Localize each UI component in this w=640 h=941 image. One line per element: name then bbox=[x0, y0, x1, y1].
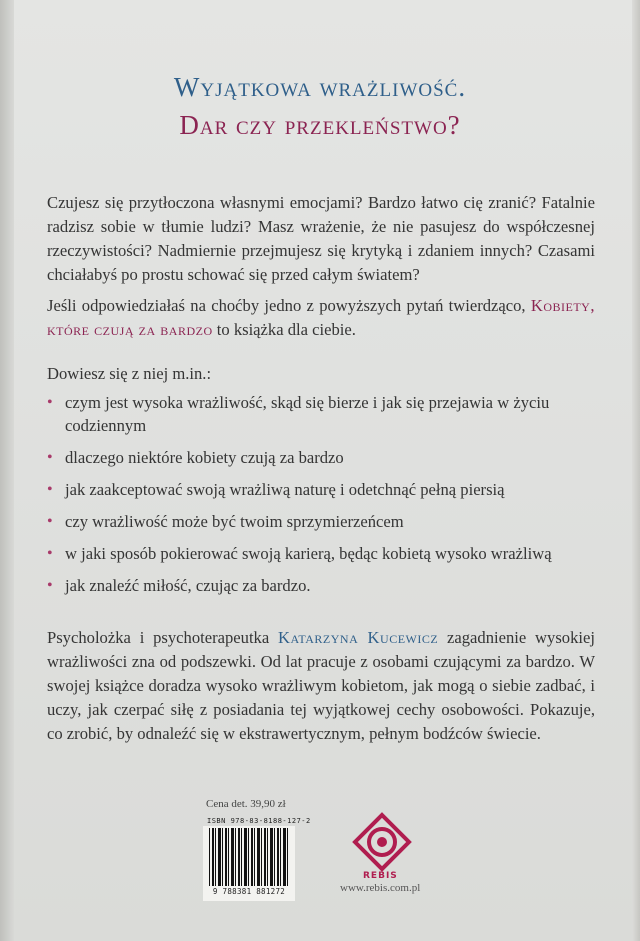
list-item bbox=[47, 478, 595, 501]
barcode bbox=[203, 826, 295, 901]
intro-answer-before: Jeśli odpowiedziałaś na choćby jedno z powyższych pytań twierdząco, bbox=[47, 296, 526, 315]
author-after: zagadnienie wysokiej wrażliwości zna od podszewki. Od lat pracuje z osobami czującymi za bardzo. W swojej książce doradza wysoko wrażliwym kobietom, jak mogą o siebie zadbać, i uczy, jak czerpać siłę z posiadania tej wyjątkowej cechy osobowości. Pokazuje, co zrobić, by odnaleźć się w ekstrawertycznym, pełnym bodźców świecie. bbox=[47, 628, 595, 743]
list-item-text: dlaczego niektóre kobiety czują za bardzo bbox=[65, 448, 344, 467]
list-item bbox=[47, 446, 595, 469]
intro-answer bbox=[47, 294, 595, 342]
author-before: Psycholożka i psychoterapeutka bbox=[47, 628, 270, 647]
list-item bbox=[47, 542, 595, 565]
intro-answer-after: to książka dla ciebie. bbox=[216, 320, 356, 339]
list-item bbox=[47, 510, 595, 533]
price-label: Cena det. 39,90 zł bbox=[206, 798, 286, 810]
list-item-text: w jaki sposób pokierować swoją karierą, będąc kobietą wysoko wrażliwą bbox=[65, 544, 552, 563]
author-name: Katarzyna Kucewicz bbox=[278, 628, 439, 647]
book-title-highlight: Kobiety, które czują za bardzo bbox=[47, 296, 595, 339]
list-item-text: czym jest wysoka wrażliwość, skąd się bierze i jak się przejawia w życiu codziennym bbox=[65, 393, 550, 435]
author-paragraph bbox=[47, 626, 595, 746]
publisher-logo-icon bbox=[352, 812, 412, 872]
list-item bbox=[47, 574, 595, 597]
list-item-text: jak zaakceptować swoją wrażliwą naturę i odetchnąć pełną piersią bbox=[65, 480, 505, 499]
topics-list bbox=[47, 391, 595, 606]
title-line-1: Wyjątkowa wrażliwość. bbox=[173, 72, 467, 102]
list-item-text: czy wrażliwość może być twoim sprzymierzeńcem bbox=[65, 512, 404, 531]
bullet-icon: • bbox=[47, 577, 53, 594]
isbn-label: ISBN 978-83-8188-127-2 bbox=[207, 817, 311, 825]
bullet-icon: • bbox=[47, 449, 53, 466]
list-item-text: jak znaleźć miłość, czując za bardzo. bbox=[65, 576, 311, 595]
publisher-url: www.rebis.com.pl bbox=[340, 882, 421, 894]
publisher-name: REBIS bbox=[363, 871, 398, 881]
cover-right-edge bbox=[632, 0, 640, 941]
bullet-icon: • bbox=[47, 545, 53, 562]
list-heading: Dowiesz się z niej m.in.: bbox=[47, 364, 212, 383]
list-item bbox=[47, 391, 595, 437]
barcode-bars bbox=[209, 828, 289, 886]
barcode-digits: 9 788381 881272 bbox=[212, 887, 286, 896]
title-line-2: Dar czy przekleństwo? bbox=[179, 110, 461, 140]
cover-left-edge bbox=[0, 0, 14, 941]
intro-questions: Czujesz się przytłoczona własnymi emocjami? Bardzo łatwo cię zranić? Fatalnie radzisz sobie w tłumie ludzi? Masz wrażenie, że nie pasujesz do współczesnej rzeczywistości? Nadmiernie przejmujesz się krytyką i zdaniem innych? Czasami chciałabyś po prostu schować się przed całym światem? bbox=[47, 193, 595, 284]
bullet-icon: • bbox=[47, 481, 53, 498]
bullet-icon: • bbox=[47, 513, 53, 530]
bullet-icon: • bbox=[47, 394, 53, 411]
